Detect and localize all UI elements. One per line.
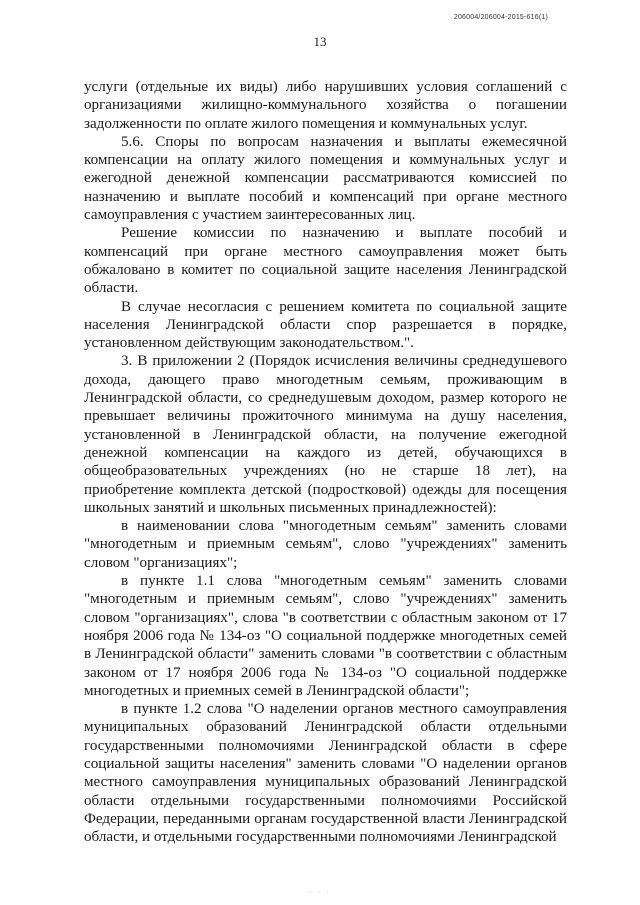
paragraph-commission-decision: Решение комиссии по назначению и выплате пособий и компенсаций при органе местного самоуправления может быть обжаловано в комитет по социальной защите населения Ленинградской области. [84, 225, 567, 297]
paragraph-point-1-2: в пункте 1.2 слова "О наделении органов местного самоуправления муниципальных образований Ленинградской области отдельными государственными полномочиями Ленинградской области в сфере социальной защиты населения" заменить словами "О наделении органов местного самоуправления муниципальных образований Ленинградской области отдельными государственными полномочиями Российской Федерации, переданными органам государственной власти Ленинградской области, и отдельными государственными полномочиями Ленинградской [84, 701, 567, 846]
page-number: 13 [313, 34, 327, 49]
paragraph-5-6: 5.6. Споры по вопросам назначения и выплаты ежемесячной компенсации на оплату жилого помещения и коммунальных услуг и ежегодной денежной компенсации рассматриваются комиссией по назначению и выплате пособий и компенсаций при органе местного самоуправления с участием заинтересованных лиц. [84, 133, 567, 224]
document-body [84, 78, 567, 846]
paragraph-disagreement: В случае несогласия с решением комитета по социальной защите населения Ленинградской области спор разрешается в порядке, установленном действующим законодательством.". [84, 298, 567, 352]
document-id: 206004/206004-2015-616(1) [453, 14, 548, 21]
paragraph-continuation: услуги (отдельные их виды) либо нарушивших условия соглашений с организациями жилищно-коммунального хозяйства о погашении задолженности по оплате жилого помещения и коммунальных услуг. [84, 79, 567, 132]
paragraph-title-amendment: в наименовании слова "многодетным семьям" заменить словами "многодетным и приемным семьям", слово "учреждениях" заменить словом "организациях"; [84, 518, 567, 571]
paragraph-item-3: 3. В приложении 2 (Порядок исчисления величины среднедушевого дохода, дающего право многодетным семьям, проживающим в Ленинградской области, со среднедушевым доходом, размер которого не превышает величины прожиточного минимума на душу населения, установленной в Ленинградской области, на получение ежегодной денежной компенсации на каждого из детей, обучающихся в общеобразовательных учреждениях (но не старше 18 лет), на приобретение комплекта детской (подростковой) одежды для посещения школьных занятий и школьных письменных принадлежностей): [84, 353, 567, 516]
scan-artifact: · · · [309, 888, 331, 897]
paragraph-point-1-1: в пункте 1.1 слова "многодетным семьям" заменить словами "многодетным и приемным семьям", слово "учреждениях" заменить словом "организациях", слова "в соответствии с областным законом от 17 ноября 2006 года № 134-оз "О социальной поддержке многодетных семей в Ленинградской области" заменить словами "в соответствии с областным законом от 17 ноября 2006 года № 134-оз "О социальной поддержке многодетных и приемных семей в Ленинградской области"; [84, 573, 567, 699]
